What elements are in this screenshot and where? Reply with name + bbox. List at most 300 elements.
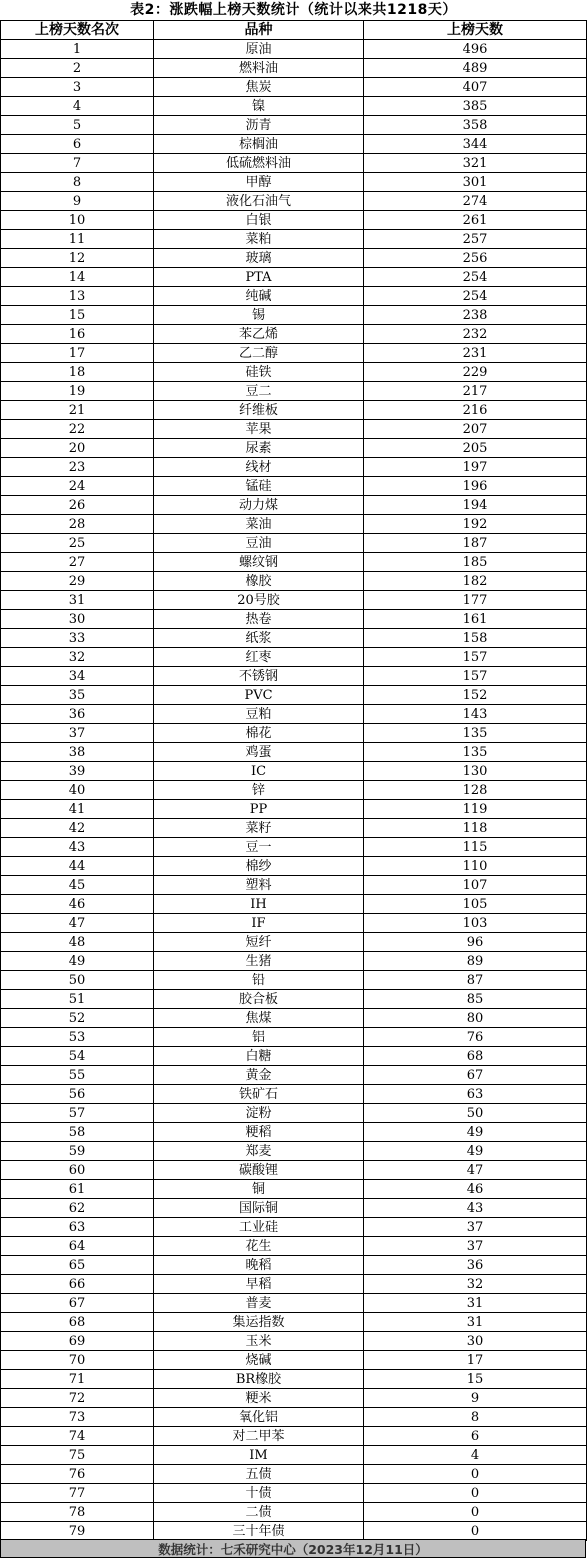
variety-cell: PTA bbox=[154, 268, 364, 287]
days-cell: 407 bbox=[364, 78, 587, 97]
days-cell: 261 bbox=[364, 211, 587, 230]
rank-cell: 77 bbox=[1, 1484, 154, 1503]
variety-cell: 沥青 bbox=[154, 116, 364, 135]
header-rank: 上榜天数名次 bbox=[1, 21, 154, 40]
table-row bbox=[1, 211, 587, 230]
days-cell: 36 bbox=[364, 1256, 587, 1275]
rank-cell: 74 bbox=[1, 1427, 154, 1446]
rank-cell: 19 bbox=[1, 382, 154, 401]
table-row bbox=[1, 515, 587, 534]
rank-cell: 43 bbox=[1, 838, 154, 857]
days-cell: 0 bbox=[364, 1503, 587, 1522]
days-cell: 257 bbox=[364, 230, 587, 249]
variety-cell: 玻璃 bbox=[154, 249, 364, 268]
variety-cell: 乙二醇 bbox=[154, 344, 364, 363]
variety-cell: 塑料 bbox=[154, 876, 364, 895]
days-cell: 274 bbox=[364, 192, 587, 211]
days-cell: 196 bbox=[364, 477, 587, 496]
variety-cell: 铜 bbox=[154, 1180, 364, 1199]
rank-cell: 50 bbox=[1, 971, 154, 990]
rank-cell: 37 bbox=[1, 724, 154, 743]
table-row bbox=[1, 1180, 587, 1199]
table-row bbox=[1, 1294, 587, 1313]
rank-cell: 52 bbox=[1, 1009, 154, 1028]
table-row bbox=[1, 1522, 587, 1541]
rank-cell: 41 bbox=[1, 800, 154, 819]
days-cell: 67 bbox=[364, 1066, 587, 1085]
rank-cell: 8 bbox=[1, 173, 154, 192]
variety-cell: 尿素 bbox=[154, 439, 364, 458]
rank-cell: 24 bbox=[1, 477, 154, 496]
table-row bbox=[1, 40, 587, 59]
rank-cell: 25 bbox=[1, 534, 154, 553]
days-cell: 30 bbox=[364, 1332, 587, 1351]
rank-cell: 71 bbox=[1, 1370, 154, 1389]
rank-cell: 9 bbox=[1, 192, 154, 211]
days-cell: 207 bbox=[364, 420, 587, 439]
table-row bbox=[1, 249, 587, 268]
table-row bbox=[1, 420, 587, 439]
table-row bbox=[1, 952, 587, 971]
table-row bbox=[1, 401, 587, 420]
variety-cell: 焦炭 bbox=[154, 78, 364, 97]
days-cell: 31 bbox=[364, 1294, 587, 1313]
table-row bbox=[1, 287, 587, 306]
table-row bbox=[1, 610, 587, 629]
table-row bbox=[1, 306, 587, 325]
variety-cell: 锰硅 bbox=[154, 477, 364, 496]
table-row bbox=[1, 971, 587, 990]
variety-cell: 20号胶 bbox=[154, 591, 364, 610]
days-cell: 115 bbox=[364, 838, 587, 857]
rank-cell: 30 bbox=[1, 610, 154, 629]
table-row bbox=[1, 895, 587, 914]
table-row bbox=[1, 838, 587, 857]
rank-cell: 68 bbox=[1, 1313, 154, 1332]
rank-cell: 36 bbox=[1, 705, 154, 724]
days-cell: 187 bbox=[364, 534, 587, 553]
table-row bbox=[1, 1028, 587, 1047]
variety-cell: 焦煤 bbox=[154, 1009, 364, 1028]
table-row bbox=[1, 781, 587, 800]
table-row bbox=[1, 344, 587, 363]
table-row bbox=[1, 230, 587, 249]
table-row bbox=[1, 97, 587, 116]
rank-cell: 10 bbox=[1, 211, 154, 230]
rank-cell: 2 bbox=[1, 59, 154, 78]
rank-cell: 38 bbox=[1, 743, 154, 762]
table-body bbox=[1, 40, 587, 1541]
days-cell: 110 bbox=[364, 857, 587, 876]
rank-cell: 14 bbox=[1, 268, 154, 287]
days-cell: 143 bbox=[364, 705, 587, 724]
rank-cell: 72 bbox=[1, 1389, 154, 1408]
rank-cell: 54 bbox=[1, 1047, 154, 1066]
variety-cell: 胶合板 bbox=[154, 990, 364, 1009]
table-row bbox=[1, 914, 587, 933]
days-cell: 87 bbox=[364, 971, 587, 990]
days-cell: 17 bbox=[364, 1351, 587, 1370]
rank-cell: 11 bbox=[1, 230, 154, 249]
days-cell: 238 bbox=[364, 306, 587, 325]
rank-cell: 31 bbox=[1, 591, 154, 610]
variety-cell: 豆粕 bbox=[154, 705, 364, 724]
rank-cell: 23 bbox=[1, 458, 154, 477]
table-row bbox=[1, 59, 587, 78]
variety-cell: 粳米 bbox=[154, 1389, 364, 1408]
rank-cell: 17 bbox=[1, 344, 154, 363]
table-row bbox=[1, 705, 587, 724]
variety-cell: 短纤 bbox=[154, 933, 364, 952]
days-cell: 119 bbox=[364, 800, 587, 819]
table-row bbox=[1, 1408, 587, 1427]
variety-cell: 菜籽 bbox=[154, 819, 364, 838]
days-cell: 63 bbox=[364, 1085, 587, 1104]
table-row bbox=[1, 591, 587, 610]
days-cell: 130 bbox=[364, 762, 587, 781]
variety-cell: 纸浆 bbox=[154, 629, 364, 648]
variety-cell: 氧化铝 bbox=[154, 1408, 364, 1427]
variety-cell: 二债 bbox=[154, 1503, 364, 1522]
variety-cell: 棉纱 bbox=[154, 857, 364, 876]
days-cell: 185 bbox=[364, 553, 587, 572]
table-row bbox=[1, 1009, 587, 1028]
table-row bbox=[1, 819, 587, 838]
rank-cell: 22 bbox=[1, 420, 154, 439]
table-row bbox=[1, 857, 587, 876]
variety-cell: 硅铁 bbox=[154, 363, 364, 382]
rank-cell: 55 bbox=[1, 1066, 154, 1085]
rank-cell: 7 bbox=[1, 154, 154, 173]
table-row bbox=[1, 173, 587, 192]
rank-cell: 64 bbox=[1, 1237, 154, 1256]
variety-cell: 螺纹钢 bbox=[154, 553, 364, 572]
rank-cell: 1 bbox=[1, 40, 154, 59]
variety-cell: 生猪 bbox=[154, 952, 364, 971]
table-row bbox=[1, 762, 587, 781]
days-cell: 0 bbox=[364, 1522, 587, 1541]
footer-note: 数据统计：七禾研究中心（2023年12月11日） bbox=[0, 1539, 586, 1558]
rank-cell: 15 bbox=[1, 306, 154, 325]
days-cell: 205 bbox=[364, 439, 587, 458]
rank-cell: 44 bbox=[1, 857, 154, 876]
rank-cell: 3 bbox=[1, 78, 154, 97]
variety-cell: 豆油 bbox=[154, 534, 364, 553]
days-cell: 68 bbox=[364, 1047, 587, 1066]
rank-cell: 12 bbox=[1, 249, 154, 268]
variety-cell: 碳酸锂 bbox=[154, 1161, 364, 1180]
days-cell: 85 bbox=[364, 990, 587, 1009]
rank-cell: 73 bbox=[1, 1408, 154, 1427]
days-cell: 47 bbox=[364, 1161, 587, 1180]
table-row bbox=[1, 553, 587, 572]
table-row bbox=[1, 1389, 587, 1408]
days-cell: 8 bbox=[364, 1408, 587, 1427]
days-cell: 32 bbox=[364, 1275, 587, 1294]
table-row bbox=[1, 496, 587, 515]
rank-cell: 33 bbox=[1, 629, 154, 648]
variety-cell: 烧碱 bbox=[154, 1351, 364, 1370]
days-cell: 107 bbox=[364, 876, 587, 895]
days-cell: 0 bbox=[364, 1484, 587, 1503]
days-cell: 135 bbox=[364, 743, 587, 762]
days-cell: 15 bbox=[364, 1370, 587, 1389]
rank-cell: 78 bbox=[1, 1503, 154, 1522]
days-cell: 161 bbox=[364, 610, 587, 629]
rank-cell: 27 bbox=[1, 553, 154, 572]
table-row bbox=[1, 363, 587, 382]
days-cell: 49 bbox=[364, 1142, 587, 1161]
days-cell: 6 bbox=[364, 1427, 587, 1446]
days-cell: 37 bbox=[364, 1218, 587, 1237]
variety-cell: 普麦 bbox=[154, 1294, 364, 1313]
table-row bbox=[1, 1161, 587, 1180]
days-cell: 182 bbox=[364, 572, 587, 591]
variety-cell: 集运指数 bbox=[154, 1313, 364, 1332]
days-cell: 489 bbox=[364, 59, 587, 78]
days-cell: 76 bbox=[364, 1028, 587, 1047]
rank-cell: 59 bbox=[1, 1142, 154, 1161]
header-row bbox=[1, 21, 587, 40]
days-cell: 105 bbox=[364, 895, 587, 914]
days-cell: 80 bbox=[364, 1009, 587, 1028]
days-cell: 301 bbox=[364, 173, 587, 192]
table-row bbox=[1, 1047, 587, 1066]
days-cell: 254 bbox=[364, 287, 587, 306]
variety-cell: 工业硅 bbox=[154, 1218, 364, 1237]
variety-cell: 豆二 bbox=[154, 382, 364, 401]
days-cell: 46 bbox=[364, 1180, 587, 1199]
variety-cell: 锌 bbox=[154, 781, 364, 800]
rank-cell: 67 bbox=[1, 1294, 154, 1313]
table-row bbox=[1, 534, 587, 553]
table-row bbox=[1, 667, 587, 686]
table-row bbox=[1, 1484, 587, 1503]
rank-cell: 5 bbox=[1, 116, 154, 135]
table-row bbox=[1, 477, 587, 496]
days-cell: 43 bbox=[364, 1199, 587, 1218]
variety-cell: IM bbox=[154, 1446, 364, 1465]
table-row bbox=[1, 1142, 587, 1161]
days-cell: 50 bbox=[364, 1104, 587, 1123]
rank-cell: 76 bbox=[1, 1465, 154, 1484]
rank-cell: 70 bbox=[1, 1351, 154, 1370]
table-row bbox=[1, 268, 587, 287]
table-row bbox=[1, 116, 587, 135]
rank-cell: 48 bbox=[1, 933, 154, 952]
rank-cell: 62 bbox=[1, 1199, 154, 1218]
variety-cell: 豆一 bbox=[154, 838, 364, 857]
table-row bbox=[1, 572, 587, 591]
table-row bbox=[1, 1237, 587, 1256]
days-cell: 216 bbox=[364, 401, 587, 420]
table-row bbox=[1, 1313, 587, 1332]
rank-cell: 69 bbox=[1, 1332, 154, 1351]
days-cell: 496 bbox=[364, 40, 587, 59]
variety-cell: 纯碱 bbox=[154, 287, 364, 306]
variety-cell: 粳稻 bbox=[154, 1123, 364, 1142]
days-cell: 157 bbox=[364, 667, 587, 686]
table-row bbox=[1, 458, 587, 477]
rank-cell: 57 bbox=[1, 1104, 154, 1123]
variety-cell: IF bbox=[154, 914, 364, 933]
variety-cell: 国际铜 bbox=[154, 1199, 364, 1218]
rank-cell: 58 bbox=[1, 1123, 154, 1142]
table-row bbox=[1, 1351, 587, 1370]
variety-cell: 淀粉 bbox=[154, 1104, 364, 1123]
table-row bbox=[1, 1370, 587, 1389]
days-cell: 385 bbox=[364, 97, 587, 116]
variety-cell: 棕榈油 bbox=[154, 135, 364, 154]
table-title: 表2：涨跌幅上榜天数统计（统计以来共1218天） bbox=[130, 2, 457, 18]
days-cell: 177 bbox=[364, 591, 587, 610]
rank-cell: 40 bbox=[1, 781, 154, 800]
days-cell: 197 bbox=[364, 458, 587, 477]
variety-cell: IH bbox=[154, 895, 364, 914]
table-row bbox=[1, 382, 587, 401]
days-cell: 254 bbox=[364, 268, 587, 287]
table-row bbox=[1, 78, 587, 97]
table-row bbox=[1, 1503, 587, 1522]
rank-cell: 63 bbox=[1, 1218, 154, 1237]
variety-cell: 橡胶 bbox=[154, 572, 364, 591]
table-row bbox=[1, 1256, 587, 1275]
days-cell: 0 bbox=[364, 1465, 587, 1484]
variety-cell: 铝 bbox=[154, 1028, 364, 1047]
rank-cell: 61 bbox=[1, 1180, 154, 1199]
rank-cell: 4 bbox=[1, 97, 154, 116]
days-cell: 358 bbox=[364, 116, 587, 135]
table-row bbox=[1, 1218, 587, 1237]
rank-cell: 47 bbox=[1, 914, 154, 933]
days-cell: 118 bbox=[364, 819, 587, 838]
table-row bbox=[1, 325, 587, 344]
variety-cell: 燃料油 bbox=[154, 59, 364, 78]
variety-cell: 白糖 bbox=[154, 1047, 364, 1066]
rank-cell: 45 bbox=[1, 876, 154, 895]
days-cell: 192 bbox=[364, 515, 587, 534]
rank-cell: 16 bbox=[1, 325, 154, 344]
variety-cell: 早稻 bbox=[154, 1275, 364, 1294]
rank-cell: 20 bbox=[1, 439, 154, 458]
rank-cell: 79 bbox=[1, 1522, 154, 1541]
variety-cell: PVC bbox=[154, 686, 364, 705]
variety-cell: BR橡胶 bbox=[154, 1370, 364, 1389]
table-row bbox=[1, 648, 587, 667]
variety-cell: 液化石油气 bbox=[154, 192, 364, 211]
table-row bbox=[1, 135, 587, 154]
rank-cell: 13 bbox=[1, 287, 154, 306]
rank-cell: 65 bbox=[1, 1256, 154, 1275]
days-cell: 4 bbox=[364, 1446, 587, 1465]
variety-cell: 铅 bbox=[154, 971, 364, 990]
variety-cell: 不锈钢 bbox=[154, 667, 364, 686]
table-row bbox=[1, 439, 587, 458]
variety-cell: 甲醇 bbox=[154, 173, 364, 192]
variety-cell: 原油 bbox=[154, 40, 364, 59]
variety-cell: 郑麦 bbox=[154, 1142, 364, 1161]
variety-cell: 菜油 bbox=[154, 515, 364, 534]
rank-cell: 51 bbox=[1, 990, 154, 1009]
variety-cell: 花生 bbox=[154, 1237, 364, 1256]
variety-cell: 纤维板 bbox=[154, 401, 364, 420]
table-row bbox=[1, 1085, 587, 1104]
variety-cell: 红枣 bbox=[154, 648, 364, 667]
rank-cell: 56 bbox=[1, 1085, 154, 1104]
variety-cell: 低硫燃料油 bbox=[154, 154, 364, 173]
rank-cell: 28 bbox=[1, 515, 154, 534]
variety-cell: 热卷 bbox=[154, 610, 364, 629]
rank-cell: 66 bbox=[1, 1275, 154, 1294]
days-cell: 9 bbox=[364, 1389, 587, 1408]
rank-cell: 26 bbox=[1, 496, 154, 515]
days-cell: 49 bbox=[364, 1123, 587, 1142]
table-row bbox=[1, 724, 587, 743]
rank-cell: 46 bbox=[1, 895, 154, 914]
table-row bbox=[1, 1465, 587, 1484]
rank-cell: 60 bbox=[1, 1161, 154, 1180]
days-cell: 89 bbox=[364, 952, 587, 971]
variety-cell: 对二甲苯 bbox=[154, 1427, 364, 1446]
variety-cell: 十债 bbox=[154, 1484, 364, 1503]
rank-cell: 35 bbox=[1, 686, 154, 705]
table-row bbox=[1, 933, 587, 952]
table-row bbox=[1, 743, 587, 762]
table-row bbox=[1, 154, 587, 173]
variety-cell: 黄金 bbox=[154, 1066, 364, 1085]
table-row bbox=[1, 1199, 587, 1218]
table-row bbox=[1, 1427, 587, 1446]
rank-cell: 34 bbox=[1, 667, 154, 686]
variety-cell: IC bbox=[154, 762, 364, 781]
variety-cell: 镍 bbox=[154, 97, 364, 116]
days-cell: 229 bbox=[364, 363, 587, 382]
table-row bbox=[1, 1066, 587, 1085]
variety-cell: 锡 bbox=[154, 306, 364, 325]
days-cell: 96 bbox=[364, 933, 587, 952]
variety-cell: 晚稻 bbox=[154, 1256, 364, 1275]
rank-cell: 6 bbox=[1, 135, 154, 154]
header-days: 上榜天数 bbox=[364, 21, 587, 40]
variety-cell: 菜粕 bbox=[154, 230, 364, 249]
days-cell: 231 bbox=[364, 344, 587, 363]
table-row bbox=[1, 1332, 587, 1351]
variety-cell: 苹果 bbox=[154, 420, 364, 439]
days-cell: 344 bbox=[364, 135, 587, 154]
days-cell: 37 bbox=[364, 1237, 587, 1256]
header-variety: 品种 bbox=[154, 21, 364, 40]
table-row bbox=[1, 1446, 587, 1465]
table-row bbox=[1, 990, 587, 1009]
rank-cell: 42 bbox=[1, 819, 154, 838]
table-row bbox=[1, 876, 587, 895]
rank-cell: 39 bbox=[1, 762, 154, 781]
table-row bbox=[1, 1123, 587, 1142]
days-cell: 194 bbox=[364, 496, 587, 515]
days-cell: 157 bbox=[364, 648, 587, 667]
table-row bbox=[1, 686, 587, 705]
table-row bbox=[1, 629, 587, 648]
days-cell: 256 bbox=[364, 249, 587, 268]
variety-cell: 棉花 bbox=[154, 724, 364, 743]
days-cell: 158 bbox=[364, 629, 587, 648]
rank-cell: 75 bbox=[1, 1446, 154, 1465]
ranking-table bbox=[0, 20, 587, 1541]
days-cell: 103 bbox=[364, 914, 587, 933]
variety-cell: 三十年债 bbox=[154, 1522, 364, 1541]
variety-cell: 动力煤 bbox=[154, 496, 364, 515]
days-cell: 217 bbox=[364, 382, 587, 401]
